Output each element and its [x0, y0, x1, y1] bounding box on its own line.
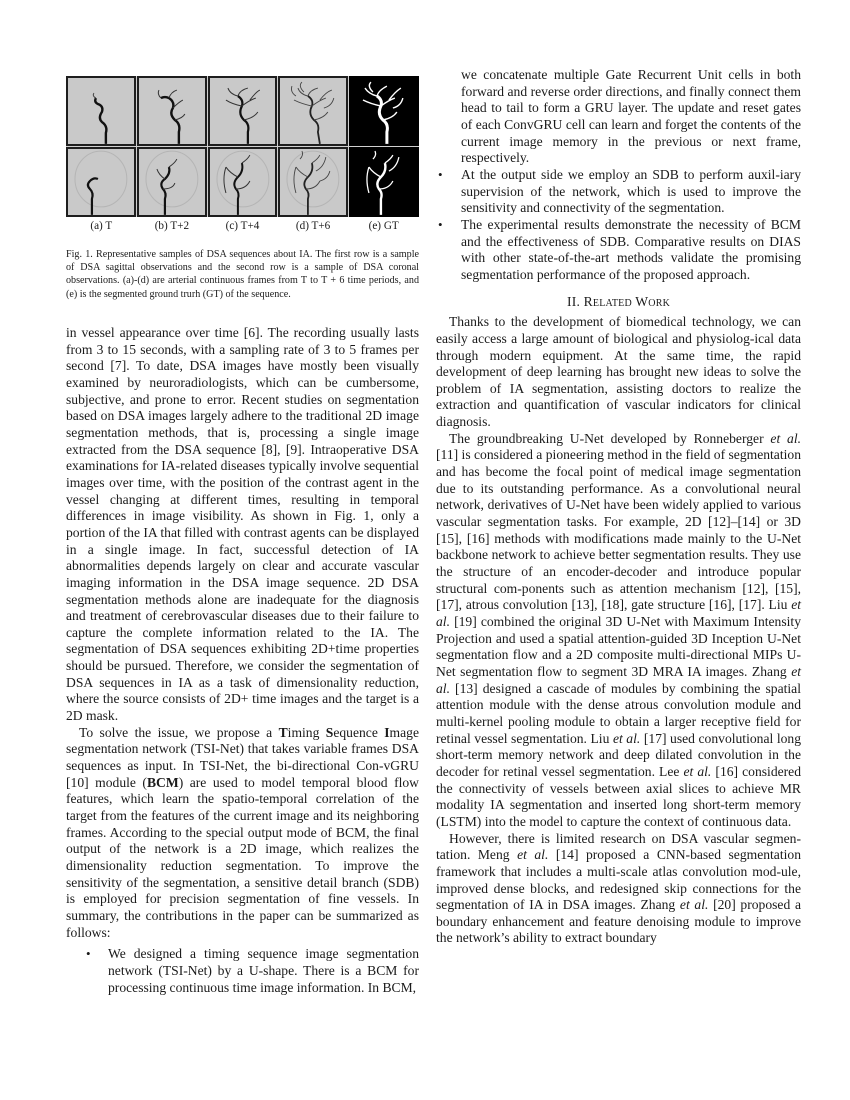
figure-caption: Fig. 1. Representative samples of DSA sequences about IA. The first row is a sample of DSA sagittal observations and the second row is a sample of DSA coronal observations. (a)-(d) are arterial continuous frames from T to T + 6 time periods, and (e) is the segmented ground trurh (GT) of the sequence. — [66, 249, 419, 300]
contribution-item-1-continued: we concatenate multiple Gate Recurrent Unit cells in both forward and reverse order directions, and finally connect them head to tail to form a GRU layer. The update and reset gates of each ConvGRU cell can learn and forget the contents of the current image memory in the previous or next frame, respectively. — [461, 67, 801, 166]
panel-e-coronal-gt — [349, 147, 419, 217]
dsa-vessel-image — [139, 149, 205, 215]
contribution-item-2: • At the output side we employ an SDB to perform auxil-iary supervision of the network, which is used to improve the sensitivity and connectivity of the segmentation. — [436, 167, 801, 217]
contribution-item-1: • We designed a timing sequence image segmentation network (TSI-Net) by a U-shape. There is a BCM for processing continuous time image information. In BCM, — [66, 946, 419, 996]
left-column — [66, 325, 419, 996]
subfigure-label-c: (c) T+4 — [225, 220, 260, 232]
panel-b-sagittal — [137, 76, 207, 146]
panel-d-coronal — [278, 147, 348, 217]
ground-truth-mask — [351, 149, 417, 215]
subfigure-labels — [66, 219, 419, 233]
panel-a-coronal — [66, 147, 136, 217]
panel-a-sagittal — [66, 76, 136, 146]
contribution-item-3: • The experimental results demonstrate the necessity of BCM and the effectiveness of SDB. Comparative results on DIAS with other state-of-the-art methods validate the promising segmentation performance of the proposed approach. — [436, 217, 801, 284]
dsa-vessel-image — [139, 78, 205, 144]
right-column — [436, 67, 801, 947]
section-heading-related-work — [436, 294, 801, 311]
paragraph-vessel-appearance: in vessel appearance over time [6]. The recording usually lasts from 3 to 15 seconds, with a sampling rate of 3 to 5 frames per second [7]. To date, DSA images have mostly been visually examined by neuroradiologists, which can be cumbersome, subjective, and prone to error. Recent studies on segmentation based on DSA images largely adhere to the traditional 2D image segmentation methods, that is, processing a single image extracted from the DSA sequence [8], [9]. Intraoperative DSA examinations for IA-related diseases typically involve sequential images over time, with the position of the contrast agent in the vessel changing at different times, resulting in temporal differences in image visibility. As shown in Fig. 1, only a portion of the IA that filled with contrast agents can be displayed in a single image. In fact, successful detection of IA abnormalities depends largely on clear and accurate vascular imaging information in the DSA image sequence. 2D DSA segmentation methods alone are inadequate for the diagnosis and treatment of cerebrovascular diseases due to their failure to capture the complete information related to the IA. The segmentation of DSA sequences exhibiting 2D+time properties should be pursued. Therefore, we consider the segmentation of DSA sequences in IA as a task of dimensionality reduction, where the source consists of 2D+ time images and the target is a 2D mask. — [66, 325, 419, 724]
panel-b-coronal — [137, 147, 207, 217]
figure-panel-grid — [66, 76, 419, 217]
paragraph-unet-derivatives: The groundbreaking U-Net developed by Ronneberger et al. [11] is considered a pioneering method in the field of segmentation and has become the focal point of medical image segmentation due to its outstanding performance. As a convolutional neural network, derivatives of U-Net have been widely applied to various vascular segmentation tasks. For example, 2D [12]–[14] or 3D [15], [16] methods with modifications made mainly to the U-Net backbone network to achieve better segmentation results. They use the structure of an encoder-decoder and introduce popular structural com-ponents such as attention mechanism [12], [15], [17], atrous convolution [13], [18], gate structure [16], [17]. Liu et al. [19] combined the original 3D U-Net with Maximum Intensity Projection and used a spatial attention-guided 3D Inception U-Net segmentation flow and a 2D composite multi-directional MIPs U-Net segmentation flow to segment 3D MRA IA images. Zhang et al. [13] designed a cascade of modules by combining the spatial attention module with the dense atrous convolution module and multi-kernel pooling module to obtain a larger receptive field for retinal vessel segmentation. Liu et al. [17] used convolutional long short-term memory network and deep dilated convolution in the decoder for retinal vessel segmentation. Lee et al. [16] considered the connectivity of vessels between axial slices to achieve MR modality IA segmentation and inserted long short-term memory (LSTM) into the model to capture the context of continuous data. — [436, 430, 802, 829]
panel-c-coronal — [208, 147, 278, 217]
dsa-vessel-image — [210, 78, 276, 144]
paragraph-dsa-segmentation-research: However, there is limited research on DSA vascular segmen-tation. Meng et al. [14] proposed a CNN-based segmentation framework that includes a multi-scale atlas convolution mod-ule, improved dense blocks, and redesigned skip connections for the segmentation of IA in DSA images. Zhang et al. [20] proposed a boundary enhancement and feature denoising module to improve the network’s ability to extract boundary — [436, 830, 801, 946]
dsa-vessel-image — [280, 78, 346, 144]
contributions-list — [66, 946, 419, 996]
subfigure-label-a: (a) T — [90, 220, 113, 232]
subfigure-label-e: (e) GT — [368, 220, 399, 232]
subfigure-label-b: (b) T+2 — [154, 220, 190, 232]
dsa-vessel-image — [68, 149, 134, 215]
section-title: Related Work — [583, 293, 670, 309]
dsa-vessel-image — [280, 149, 346, 215]
dsa-vessel-image — [210, 149, 276, 215]
paragraph-tsi-net-proposal: To solve the issue, we propose a Timing Sequence Image segmentation network (TSI-Net) that takes variable frames DSA sequences as input. In TSI-Net, the bi-directional Con-vGRU [10] module (BCM) are used to model temporal blood flow features, which learn the spatio-temporal correlation of the target from the features of the current image and its neighboring frames. According to the special output mode of BCM, the final output of the network is a 2D image, which realizes the dimensionality reduction segmentation. To improve the sensitivity of the segmentation, a sensitive detail branch (SDB) is employed for precision segmentation of fine vessels. In summary, the contributions in the paper can be summarized as follows: — [66, 724, 420, 940]
panel-e-sagittal-gt — [349, 76, 419, 146]
dsa-vessel-image — [68, 78, 134, 144]
paragraph-biomedical-technology: Thanks to the development of biomedical technology, we can easily access a large amount of biological and physiolog-ical data through modern equipment. At the same time, the rapid development of deep learning has brought new ideas to solve the problem of IA segmentation, assisting doctors to realize the extraction and quantification of vascular indicators for clinical diagnosis. — [436, 314, 801, 430]
figure-1 — [66, 76, 419, 233]
subfigure-label-d: (d) T+6 — [295, 220, 331, 232]
section-number: II. — [566, 293, 581, 309]
panel-c-sagittal — [208, 76, 278, 146]
panel-d-sagittal — [278, 76, 348, 146]
ground-truth-mask — [351, 78, 417, 144]
contributions-list-continued — [436, 167, 801, 284]
